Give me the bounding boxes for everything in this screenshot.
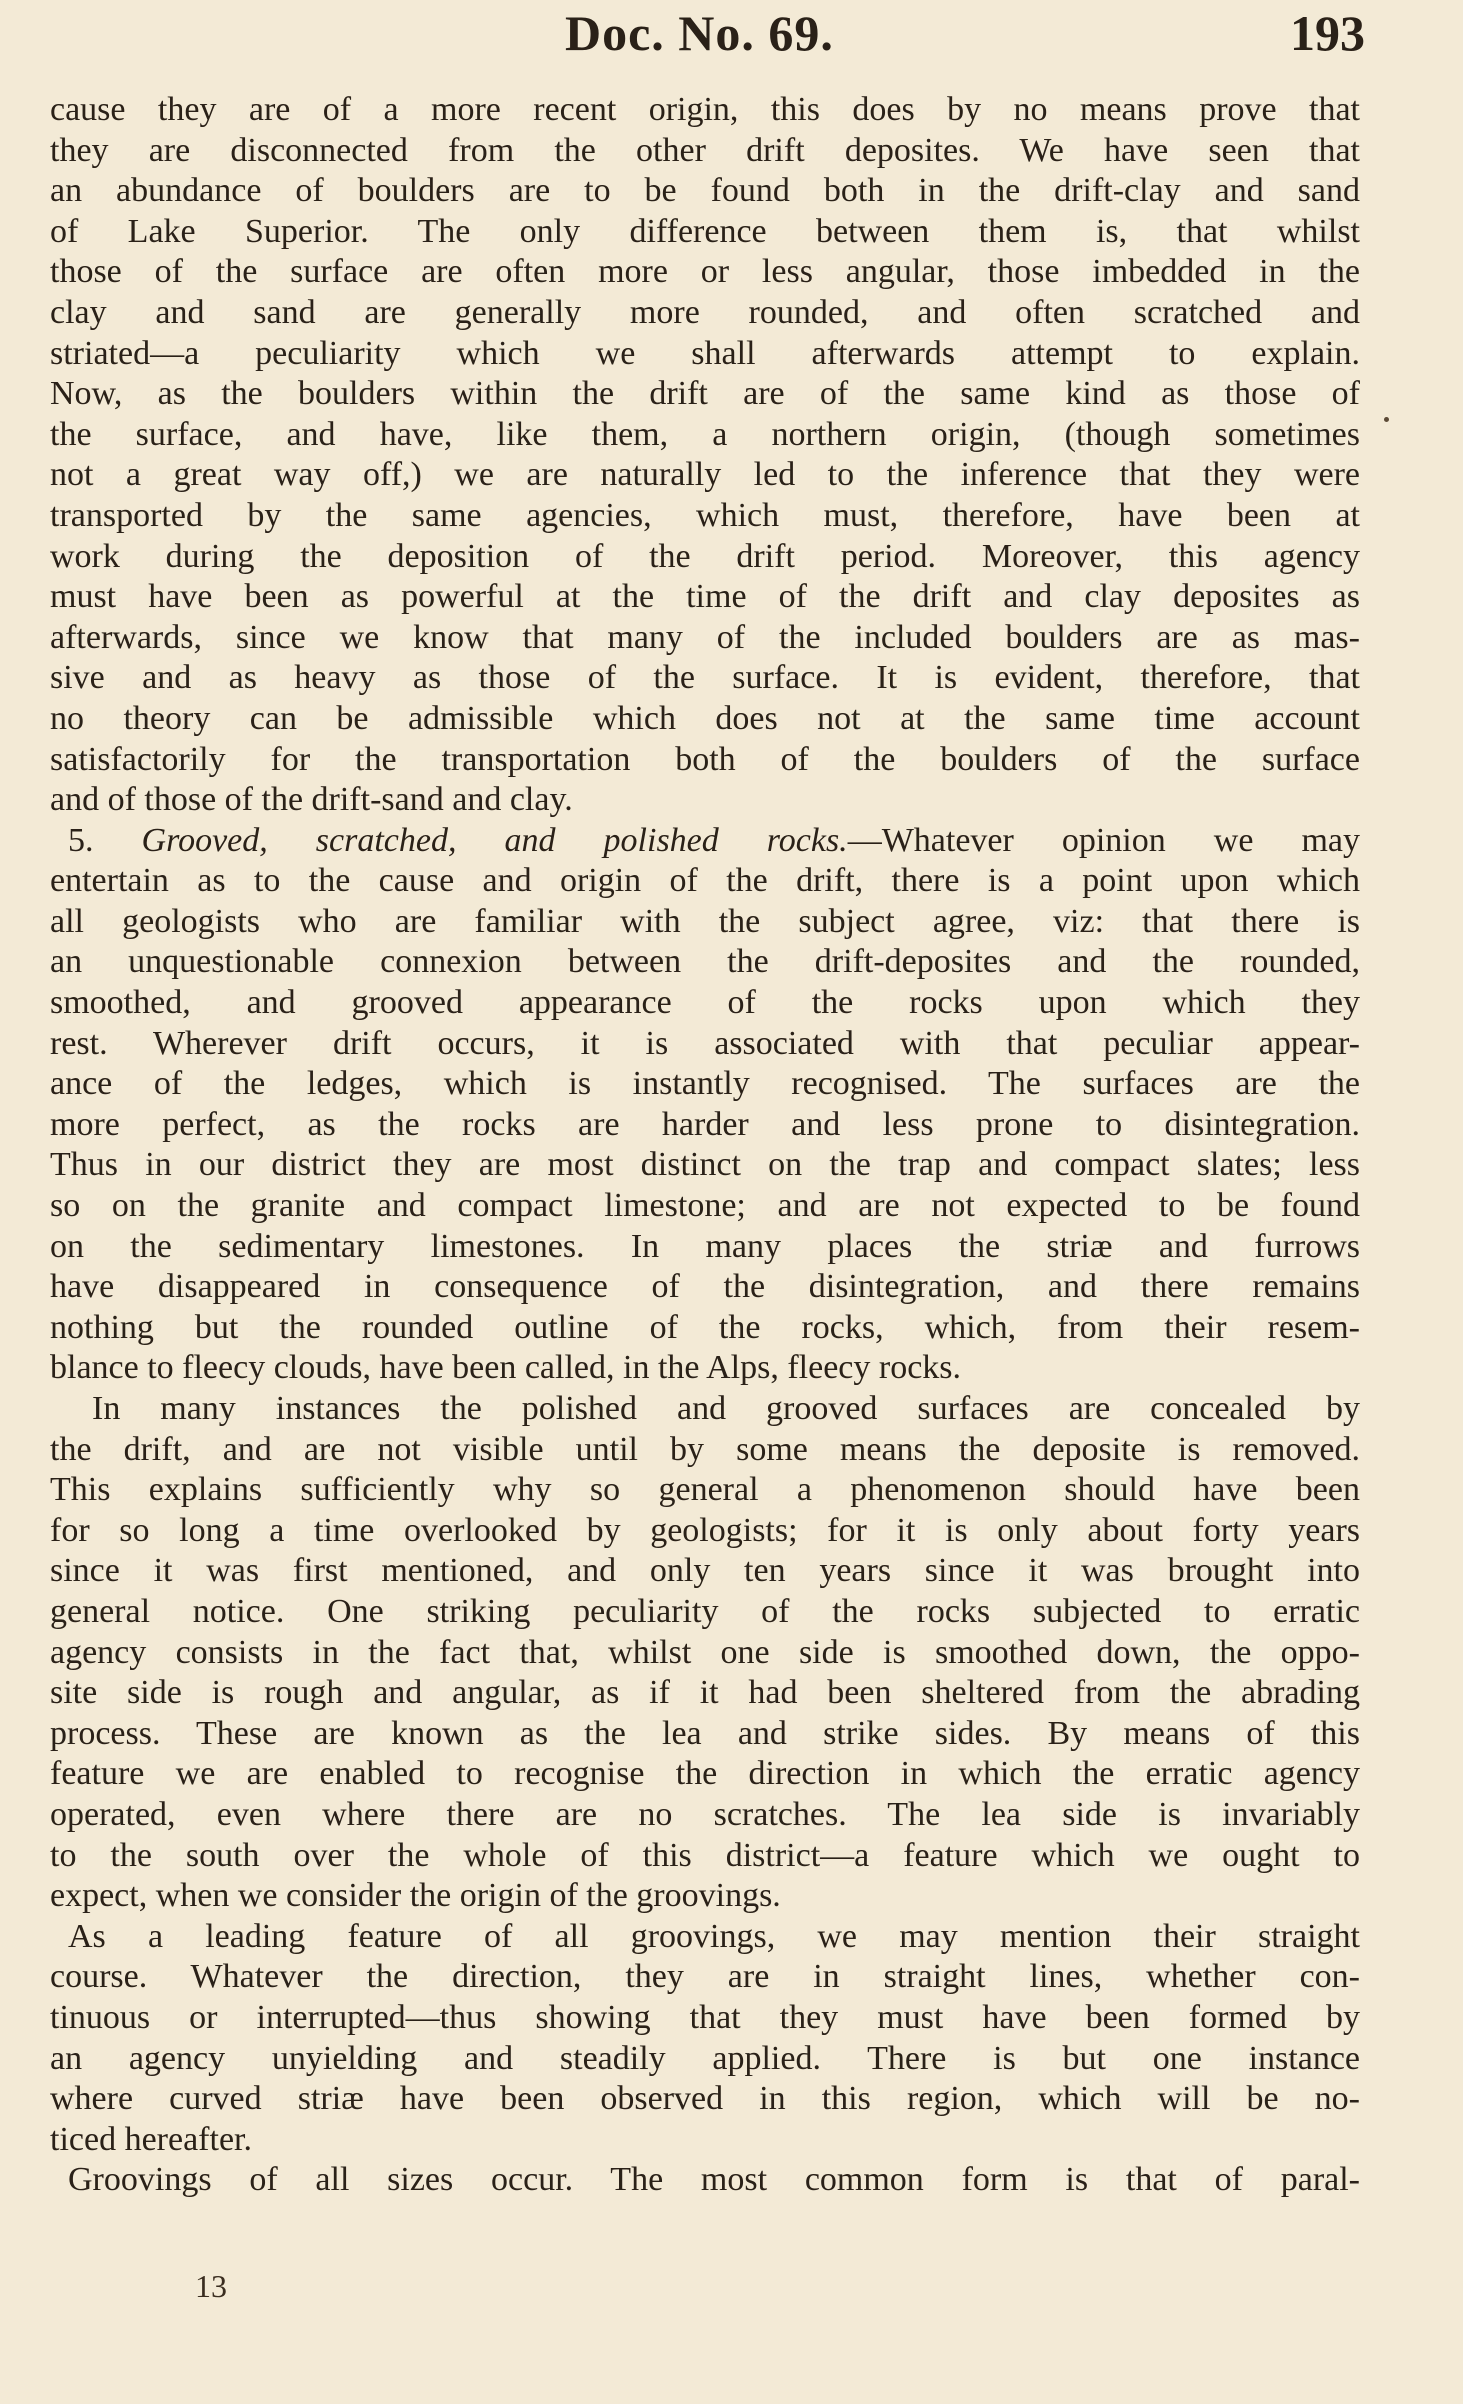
- text-line: striated—a peculiarity which we shall afterwards attempt to explain.: [50, 334, 1360, 372]
- text-line: of Lake Superior. The only difference between them is, that whilst: [50, 212, 1360, 250]
- text-line: In many instances the polished and grooved surfaces are concealed by: [92, 1390, 1360, 1427]
- text-line: have disappeared in consequence of the disintegration, and there remains: [50, 1268, 1360, 1306]
- text-line: since it was first mentioned, and only ten years since it was brought into: [50, 1552, 1360, 1590]
- body-text: [50, 90, 1360, 2201]
- page-number: 193: [1290, 5, 1365, 61]
- section-number: 5.: [68, 821, 142, 859]
- text-line: [50, 821, 1360, 862]
- text-line: satisfactorily for the transportation both of the boulders of the surface: [50, 740, 1360, 778]
- text-line: sive and as heavy as those of the surface. It is evident, therefore, that: [50, 659, 1360, 697]
- text-line: an unquestionable connexion between the drift-deposites and the rounded,: [50, 943, 1360, 981]
- text-line: those of the surface are often more or less angular, those imbedded in the: [50, 253, 1360, 291]
- text-line: Groovings of all sizes occur. The most common form is that of paral-: [68, 2161, 1360, 2199]
- text-line: not a great way off,) we are naturally led to the inference that they were: [50, 456, 1360, 494]
- section-heading: Grooved, scratched, and polished rocks.: [141, 821, 848, 859]
- text-line: This explains sufficiently why so general a phenomenon should have been: [50, 1471, 1360, 1509]
- text-line: on the sedimentary limestones. In many places the striæ and furrows: [50, 1227, 1360, 1265]
- text-line: blance to fleecy clouds, have been called, in the Alps, fleecy rocks.: [50, 1349, 962, 1387]
- text-line: an agency unyielding and steadily applied. There is but one instance: [50, 2039, 1360, 2077]
- text-line: an abundance of boulders are to be found both in the drift-clay and sand: [50, 172, 1360, 210]
- text-line: to the south over the whole of this district—a feature which we ought to: [50, 1836, 1360, 1874]
- text-line: site side is rough and angular, as if it had been sheltered from the abrading: [50, 1674, 1360, 1712]
- text-line: operated, even where there are no scratches. The lea side is invariably: [50, 1795, 1360, 1833]
- text-line: they are disconnected from the other drift deposites. We have seen that: [50, 131, 1360, 169]
- text-line: entertain as to the cause and origin of the drift, there is a point upon which: [50, 862, 1360, 900]
- text-line: expect, when we consider the origin of the groovings.: [50, 1877, 781, 1915]
- text-line: Now, as the boulders within the drift are of the same kind as those of: [50, 375, 1360, 413]
- signature-mark: 13: [195, 2268, 227, 2304]
- text-line: feature we are enabled to recognise the direction in which the erratic agency: [50, 1755, 1360, 1793]
- page-header: [0, 4, 1463, 74]
- text-line-rest: —Whatever opinion we may: [847, 821, 1361, 859]
- text-line: no theory can be admissible which does not at the same time account: [50, 699, 1360, 737]
- text-line: As a leading feature of all groovings, we may mention their straight: [68, 1917, 1360, 1955]
- text-line: more perfect, as the rocks are harder and less prone to disintegration.: [50, 1105, 1360, 1143]
- text-line: smoothed, and grooved appearance of the rocks upon which they: [50, 984, 1360, 1022]
- text-line: ance of the ledges, which is instantly recognised. The surfaces are the: [50, 1065, 1360, 1103]
- text-line: tinuous or interrupted—thus showing that they must have been formed by: [50, 1998, 1360, 2036]
- text-line: work during the deposition of the drift period. Moreover, this agency: [50, 537, 1360, 575]
- text-line: must have been as powerful at the time of the drift and clay deposites as: [50, 578, 1360, 616]
- text-line: clay and sand are generally more rounded, and often scratched and: [50, 293, 1360, 331]
- text-line: agency consists in the fact that, whilst one side is smoothed down, the oppo-: [50, 1633, 1360, 1671]
- text-line: Thus in our district they are most distinct on the trap and compact slates; less: [50, 1146, 1360, 1184]
- text-line: where curved striæ have been observed in this region, which will be no-: [50, 2080, 1360, 2118]
- text-line: afterwards, since we know that many of the included boulders are as mas-: [50, 618, 1360, 656]
- text-line: rest. Wherever drift occurs, it is associated with that peculiar appear-: [50, 1024, 1360, 1062]
- text-line: course. Whatever the direction, they are in straight lines, whether con-: [50, 1958, 1360, 1996]
- text-line: nothing but the rounded outline of the rocks, which, from their resem-: [50, 1308, 1360, 1346]
- text-line: for so long a time overlooked by geologists; for it is only about forty years: [50, 1511, 1360, 1549]
- text-line: transported by the same agencies, which must, therefore, have been at: [50, 496, 1360, 534]
- document-title: Doc. No. 69.: [565, 5, 834, 61]
- text-line: so on the granite and compact limestone; and are not expected to be found: [50, 1187, 1360, 1225]
- text-line: cause they are of a more recent origin, this does by no means prove that: [50, 91, 1360, 128]
- text-line: and of those of the drift-sand and clay.: [50, 781, 573, 819]
- text-line: ticed hereafter.: [50, 2120, 252, 2158]
- text-line: general notice. One striking peculiarity of the rocks subjected to erratic: [50, 1592, 1360, 1630]
- text-line: process. These are known as the lea and strike sides. By means of this: [50, 1714, 1360, 1752]
- stray-ink-mark: [1384, 417, 1389, 422]
- text-line: the surface, and have, like them, a northern origin, (though sometimes: [50, 415, 1360, 453]
- text-line: the drift, and are not visible until by some means the deposite is removed.: [50, 1430, 1360, 1468]
- text-line: all geologists who are familiar with the subject agree, viz: that there is: [50, 902, 1360, 940]
